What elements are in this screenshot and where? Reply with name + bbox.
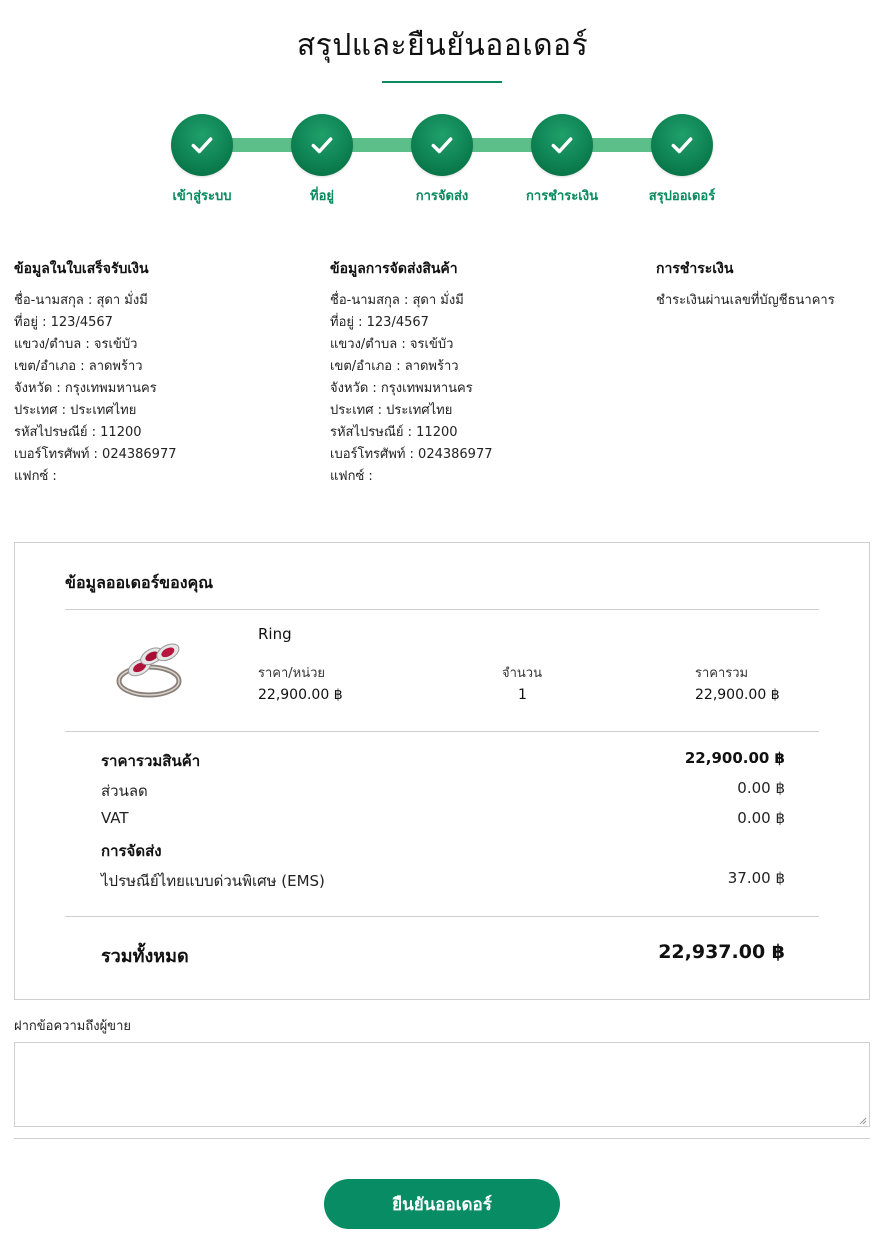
payment-heading: การชำระเงิน — [656, 261, 734, 277]
message-label: ฝากข้อความถึงผู้ขาย — [14, 1019, 131, 1034]
shipping-postcode: รหัสไปรษณีย์ : 11200 — [330, 425, 458, 440]
step-label: การจัดส่ง — [415, 189, 469, 204]
subtotal-label: ราคารวมสินค้า — [101, 752, 201, 770]
shipping-phone: เบอร์โทรศัพท์ : 024386977 — [330, 447, 493, 462]
quantity-label: จำนวน — [502, 666, 542, 681]
shipping-district: เขต/อำเภอ : ลาดพร้าว — [330, 359, 459, 374]
discount-label: ส่วนลด — [101, 782, 148, 800]
quantity-value: 1 — [518, 687, 527, 703]
step-address — [252, 114, 392, 206]
shipping-address: ที่อยู่ : 123/4567 — [330, 315, 429, 330]
payment-info — [656, 258, 835, 312]
step-payment — [492, 114, 632, 206]
page-title: สรุปและยืนยันออเดอร์ — [296, 28, 589, 63]
step-summary — [612, 114, 752, 206]
line-total-label: ราคารวม — [695, 666, 749, 681]
order-heading: ข้อมูลออเดอร์ของคุณ — [65, 573, 214, 592]
ring-product-image — [111, 631, 191, 707]
step-complete-circle — [171, 114, 233, 176]
shipping-province: จังหวัด : กรุงเทพมหานคร — [330, 381, 473, 396]
divider — [14, 1138, 870, 1139]
shipping-cost: 37.00 ฿ — [727, 869, 785, 887]
grand-total-value: 22,937.00 ฿ — [658, 941, 785, 963]
unit-price-label: ราคา/หน่วย — [258, 666, 326, 681]
billing-info — [14, 258, 177, 488]
subtotal-value: 22,900.00 ฿ — [684, 749, 785, 767]
step-complete-circle — [411, 114, 473, 176]
step-label: การชำระเงิน — [526, 189, 598, 204]
check-icon — [189, 132, 215, 158]
discount-value: 0.00 ฿ — [737, 779, 785, 797]
divider — [65, 731, 819, 732]
title-underline — [382, 81, 502, 83]
divider — [65, 609, 819, 610]
shipping-info — [330, 258, 493, 488]
step-label: สรุปออเดอร์ — [648, 189, 716, 204]
vat-label: VAT — [101, 809, 129, 827]
shipping-heading: ข้อมูลการจัดส่งสินค้า — [330, 261, 458, 277]
check-icon — [309, 132, 335, 158]
step-complete-circle — [531, 114, 593, 176]
shipping-fax: แฟกซ์ : — [330, 469, 373, 484]
divider — [65, 916, 819, 917]
step-label: ที่อยู่ — [310, 189, 334, 204]
grand-total-label: รวมทั้งหมด — [101, 946, 189, 967]
billing-postcode: รหัสไปรษณีย์ : 11200 — [14, 425, 142, 440]
seller-message-input[interactable] — [14, 1042, 870, 1127]
checkout-stepper — [0, 114, 885, 214]
billing-phone: เบอร์โทรศัพท์ : 024386977 — [14, 447, 177, 462]
billing-district: เขต/อำเภอ : ลาดพร้าว — [14, 359, 143, 374]
billing-name: ชื่อ-นามสกุล : สุดา มั่งมี — [14, 293, 148, 308]
step-login — [132, 114, 272, 206]
order-summary-box — [14, 542, 870, 1000]
billing-heading: ข้อมูลในใบเสร็จรับเงิน — [14, 261, 149, 277]
billing-fax: แฟกซ์ : — [14, 469, 57, 484]
shipping-country: ประเทศ : ประเทศไทย — [330, 403, 453, 418]
product-name: Ring — [258, 625, 292, 643]
step-complete-circle — [651, 114, 713, 176]
billing-subdistrict: แขวง/ตำบล : จรเข้บัว — [14, 337, 138, 352]
shipping-cost-heading: การจัดส่ง — [101, 842, 162, 860]
shipping-subdistrict: แขวง/ตำบล : จรเข้บัว — [330, 337, 454, 352]
shipping-method: ไปรษณีย์ไทยแบบด่วนพิเศษ (EMS) — [101, 872, 325, 890]
step-complete-circle — [291, 114, 353, 176]
confirm-order-button[interactable]: ยืนยันออเดอร์ — [324, 1179, 560, 1229]
billing-province: จังหวัด : กรุงเทพมหานคร — [14, 381, 157, 396]
check-icon — [549, 132, 575, 158]
check-icon — [429, 132, 455, 158]
line-total-value: 22,900.00 ฿ — [695, 687, 780, 703]
shipping-name: ชื่อ-นามสกุล : สุดา มั่งมี — [330, 293, 464, 308]
vat-value: 0.00 ฿ — [737, 809, 785, 827]
billing-address: ที่อยู่ : 123/4567 — [14, 315, 113, 330]
billing-country: ประเทศ : ประเทศไทย — [14, 403, 137, 418]
resize-grip-icon[interactable] — [857, 1115, 867, 1125]
unit-price-value: 22,900.00 ฿ — [258, 687, 343, 703]
step-shipping — [372, 114, 512, 206]
step-label: เข้าสู่ระบบ — [172, 189, 232, 204]
check-icon — [669, 132, 695, 158]
payment-method: ชำระเงินผ่านเลขที่บัญชีธนาคาร — [656, 293, 835, 308]
